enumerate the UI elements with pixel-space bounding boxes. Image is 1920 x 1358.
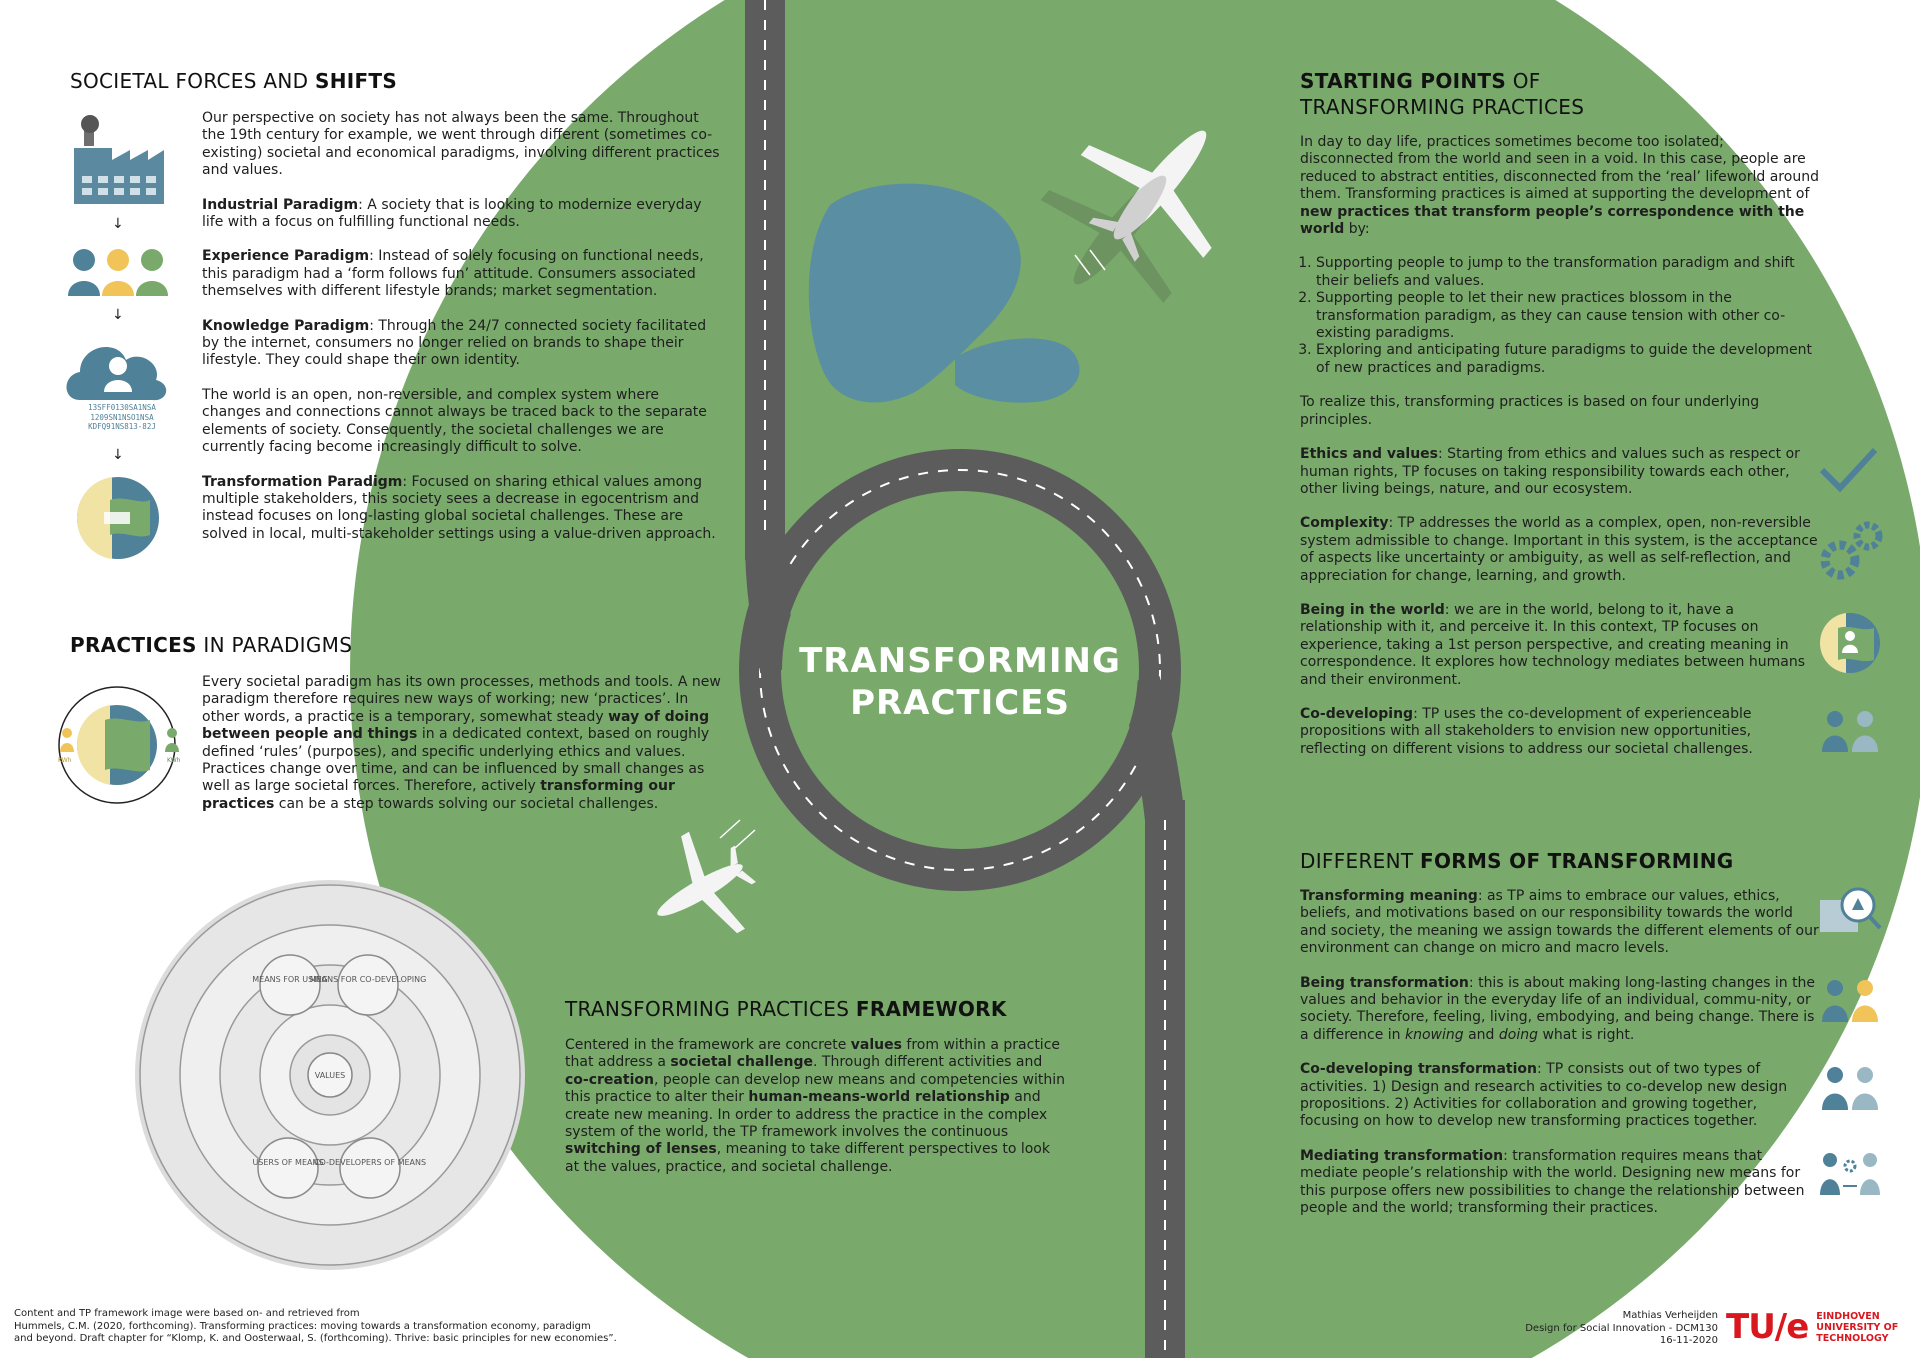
globe-person-icon <box>1820 613 1880 673</box>
forms-text: Transforming meaning: as TP aims to embrace our values, ethics, beliefs, and motivations based on our responsibility towards the world and society, the meaning we assign towards the different elements of our environment can change on micro and macro levels. Being transformation: this is about making long-lasting changes in the values and behavior in the everyday life of an individual, commu-nity, or society. Therefore, feeling, living, embodying, and being change. There is a difference in knowing and doing what is right. Co-developing transformation: TP consists out of two types of activities. 1) Design and research activities to co-develop new design propositions. 2) Activities for collaboration and growing together, focusing on how to develop new transforming practices together. Mediating transformation: transformation requires means that mediate people’s relationship with the world. Designing new means for this purpose offers new possibilities to change the relationship between people and the world; transforming their practices. <box>1300 888 1819 1217</box>
list-item: 3. Exploring and anticipating future paradigms to guide the development of new practices and paradigms. <box>1316 342 1820 377</box>
diagram-label-means-using: MEANS FOR USING <box>252 975 328 984</box>
practice-cycle-icon <box>59 687 179 803</box>
people-blue-icon <box>1822 1067 1878 1110</box>
diagram-label-means-codev: MEANS FOR CO-DEVELOPING <box>309 975 427 984</box>
societal-heading: SOCIETAL FORCES AND SHIFTS <box>70 69 398 93</box>
footer-author: Mathias Verheijden Design for Social Innovation - DCM130 16-11-2020 <box>1525 1310 1718 1346</box>
forms-heading: DIFFERENT FORMS OF TRANSFORMING <box>1300 849 1734 873</box>
cloud-user-icon <box>67 347 167 400</box>
starting-heading: STARTING POINTS OF TRANSFORMING PRACTICES <box>1300 69 1585 119</box>
starting-text: In day to day life, practices sometimes become too isolated; disconnected from the world and seen in a void. In this case, people are reduced to abstract entities, disconnected from the ‘real’ lifeworld around them. Transforming practices is aimed at supporting the development of new practices that transform people’s correspondence with the world by: 1. Supporting people to jump to the transformation paradigm and shift their beliefs and values. 2. Supporting people to let their new practices blossom in the transformation paradigm, as they can cause tension with other co-existing paradigms. 3. Exploring and anticipating future paradigms to guide the development of new practices and paradigms. To realize this, transforming practices is based on four underlying principles. Ethics and values: Starting from ethics and values such as respect or human rights, TP focuses on taking responsibility towards each other, other living beings, nature, and our ecosystem. Complexity: TP addresses the world as a complex, open, non-reversible system admissible to change. Important in this system, is the acceptance of aspects like uncertainty or ambiguity, as well as self-reflection, and appreciation for change, learning, and growth. Being in the world: we are in the world, belong to it, have a relationship with it, and perceive it. In this context, TP focuses on experience, taking a 1st person perspective, and creating meaning in correspondence. It explores how technology mediates between humans and their environment. Co-developing: TP uses the co-development of experienceable propositions with all stakeholders to envision new opportunities, reflecting on different visions to address our societal challenges. <box>1300 134 1820 775</box>
factory-icon <box>74 115 164 204</box>
diagram-label-users: USERS OF MEANS <box>252 1158 324 1167</box>
arrow-down-icon: ↓ <box>112 447 124 463</box>
starting-points-list <box>1300 255 1820 377</box>
arrow-down-icon: ↓ <box>112 307 124 323</box>
people-gear-icon <box>1820 1153 1880 1195</box>
framework-text: Centered in the framework are concrete values from within a practice that address a societal challenge. Through different activities and co-creation, people can develop new means and competencies within this practice to alter their human-means-world relationship and create new meaning. In order to address the practice in the complex system of the world, the TP framework involves the continuous switching of lenses, meaning to take different perspectives to look at the values, practice, and societal challenge. <box>565 1037 1065 1175</box>
diagram-label-values: VALUES <box>314 1071 346 1080</box>
globe-transform-icon <box>77 477 159 559</box>
kwh-label-left: KWh <box>58 757 72 764</box>
footer-credits: Content and TP framework image were based on- and retrieved from Hummels, C.M. (2020, forthcoming). Transforming practices: moving towards a transformation economy, paradigm and beyond. Draft chapter for “Klomp, K. and Oosterwaal, S. (forthcoming). Thrive: basic principles for new economies”. <box>14 1308 617 1344</box>
tue-logo: TU/e EINDHOVEN UNIVERSITY OF TECHNOLOGY <box>1726 1307 1899 1347</box>
list-item: 1. Supporting people to jump to the transformation paradigm and shift their beliefs and values. <box>1316 255 1820 290</box>
arrow-down-icon: ↓ <box>112 216 124 232</box>
practices-heading: PRACTICES IN PARADIGMS <box>70 633 353 657</box>
people-group-icon <box>68 249 168 296</box>
cloud-code-text: 13SFF0130SA1NSA 1209SN1NSO1NSA KDFQ91NS813-82J <box>88 403 156 431</box>
kwh-label-right: KWh <box>167 757 181 764</box>
diagram-label-codevelopers: CO-DEVELOPERS OF MEANS <box>313 1158 427 1167</box>
societal-text: Our perspective on society has not always been the same. Throughout the 19th century for example, we went through different (sometimes co-existing) societal and economical paradigms, involving different practices and values. Industrial Paradigm: A society that is looking to modernize everyday life with a focus on fulfilling functional needs. Experience Paradigm: Instead of solely focusing on functional needs, this paradigm had a ‘form follows fun’ attitude. Consumers associated themselves with different lifestyle brands; market segmentation. Knowledge Paradigm: Through the 24/7 connected society facilitated by the internet, consumers no longer relied on brands to shape their lifestyle. They could shape their own identity. The world is an open, non-reversible, and complex system where changes and connections cannot always be traced back to the separate elements of society. Consequently, the societal challenges we are currently facing become increasingly difficult to solve. Transformation Paradigm: Focused on sharing ethical values among multiple stakeholders, this society sees a decrease in egocentrism and instead focuses on long-lasting global societal challenges. These are solved in local, multi-stakeholder settings using a value-driven approach. <box>202 110 720 542</box>
center-title: TRANSFORMING PRACTICES <box>799 641 1121 723</box>
practices-text: Every societal paradigm has its own processes, methods and tools. A new paradigm therefore requires new ways of working; new ‘practices’. In other words, a practice is a temporary, somewhat steady way of doing between people and things in a dedicated context, based on roughly defined ‘rules’ (purposes), and specific underlying ethics and values. Practices change over time, and can be influenced by small changes as well as large societal forces. Therefore, actively transforming our practices can be a step towards solving our societal challenges. <box>202 674 721 812</box>
list-item: 2. Supporting people to let their new practices blossom in the transformation paradigm, as they can cause tension with other co-existing paradigms. <box>1316 290 1820 342</box>
framework-heading: TRANSFORMING PRACTICES FRAMEWORK <box>565 997 1007 1021</box>
